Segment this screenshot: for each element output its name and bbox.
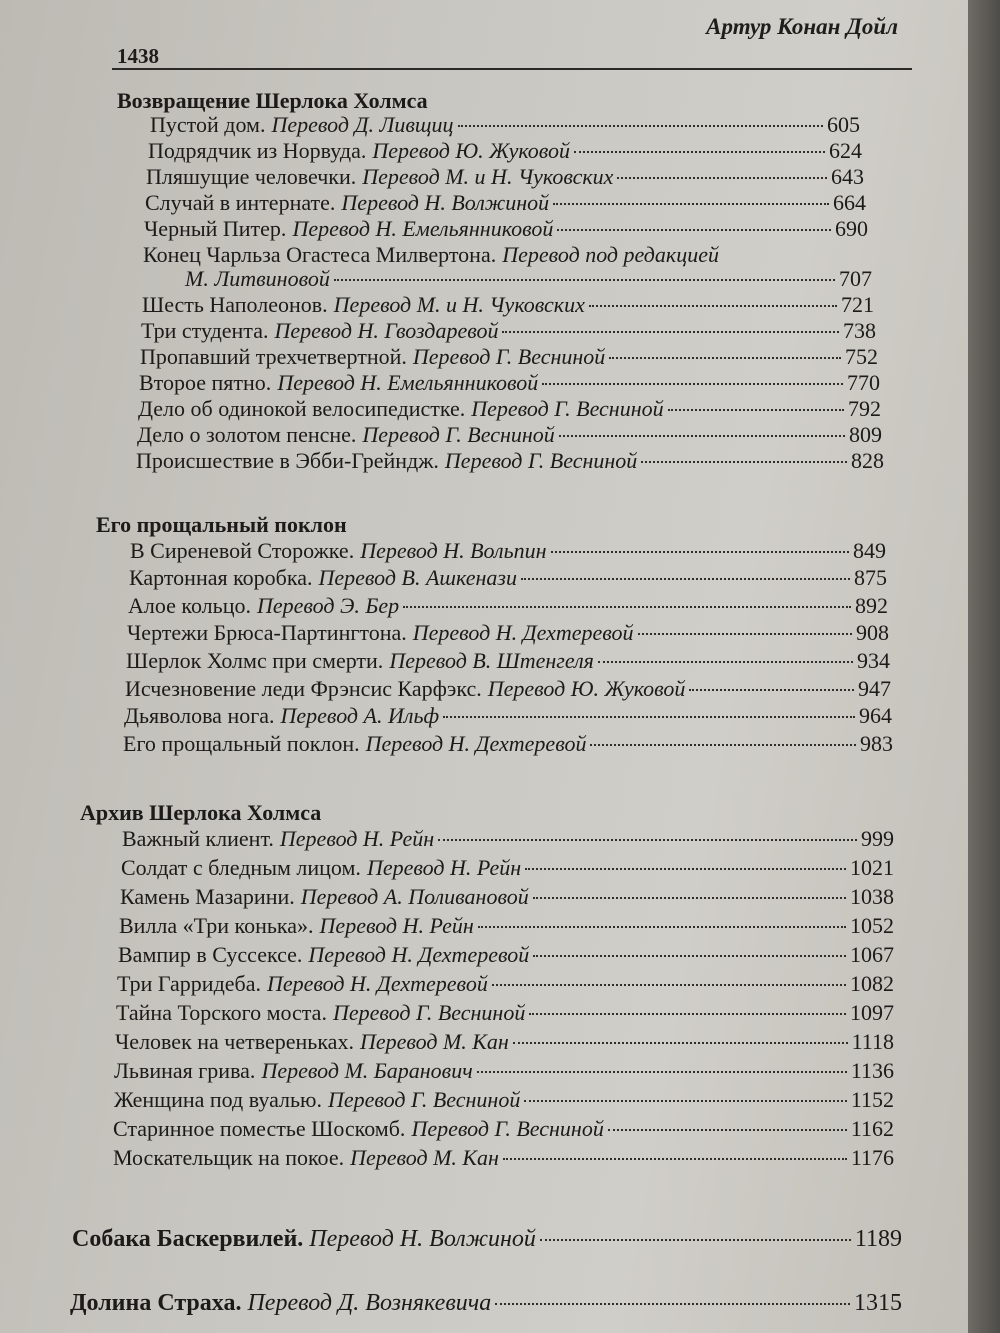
toc-entry (113, 1145, 894, 1175)
entry-translator: Перевод Г. Весниной (471, 396, 664, 421)
entry-title: Его прощальный поклон. (123, 731, 360, 756)
entry-title: Алое кольцо. (128, 593, 251, 618)
entry-title: Вилла «Три конька». (119, 913, 314, 938)
entry-page: 964 (859, 703, 892, 728)
toc-entry (119, 913, 894, 943)
toc-entry-standalone (72, 1226, 902, 1260)
entry-translator: Перевод А. Поливановой (300, 884, 529, 909)
entry-page: 1067 (850, 942, 894, 967)
toc-entry-standalone (70, 1290, 902, 1324)
dot-leader (540, 1239, 851, 1241)
toc-entry (129, 565, 887, 595)
entry-title: Шерлок Холмс при смерти. (126, 648, 384, 673)
entry-page: 1315 (854, 1290, 902, 1316)
dot-leader (641, 461, 847, 463)
toc-entry (117, 971, 894, 1001)
dot-leader (495, 1303, 850, 1305)
dot-leader (551, 551, 849, 553)
dot-leader (438, 839, 857, 841)
entry-translator: Перевод Н. Рейн (366, 855, 522, 880)
entry-translator: Перевод А. Ильф (280, 703, 440, 728)
dot-leader (443, 716, 855, 718)
section-heading: Его прощальный поклон (96, 512, 347, 537)
entry-page: 1162 (850, 1116, 894, 1141)
entry-page: 690 (835, 216, 868, 241)
entry-title: Три Гарридеба. (117, 971, 261, 996)
entry-title: Пляшущие человечки. (146, 164, 357, 189)
dot-leader (638, 633, 852, 635)
entry-title: Женщина под вуалью. (114, 1087, 322, 1112)
entry-page: 849 (853, 538, 886, 563)
dot-leader (689, 689, 854, 691)
dot-leader (513, 1042, 848, 1044)
toc-entry (123, 731, 893, 761)
entry-page: 752 (845, 344, 878, 369)
entry-title: Исчезновение леди Фрэнсис Карфэкс. (125, 676, 482, 701)
entry-title: Происшествие в Эбби-Грейндж. (136, 448, 439, 473)
entry-translator: Перевод В. Штенгеля (389, 648, 594, 673)
entry-page: 1118 (851, 1029, 894, 1054)
dot-leader (590, 744, 856, 746)
toc-entry (113, 1116, 894, 1146)
entry-title: Собака Баскервилей. (72, 1226, 304, 1252)
dot-leader (598, 661, 853, 663)
entry-translator: Перевод М. и Н. Чуковских (333, 292, 585, 317)
entry-page: 664 (833, 190, 866, 215)
entry-title: Конец Чарльза Огастеса Милвертона. (143, 242, 497, 267)
entry-title: Подрядчик из Норвуда. (148, 138, 367, 163)
entry-translator: Перевод М. Баранович (261, 1058, 473, 1083)
entry-page: 1176 (850, 1145, 894, 1170)
running-head (0, 0, 968, 80)
dot-leader (503, 1158, 847, 1160)
toc-entry (122, 826, 894, 856)
entry-title: Человек на четвереньках. (115, 1029, 354, 1054)
entry-translator: Перевод Ю. Жуковой (487, 676, 686, 701)
entry-page: 875 (854, 565, 887, 590)
entry-page: 983 (860, 731, 893, 756)
entry-page: 1021 (850, 855, 894, 880)
toc-entry (121, 855, 894, 885)
entry-translator: Перевод М. Кан (350, 1145, 499, 1170)
entry-translator: Перевод Д. Вознякевича (247, 1290, 492, 1316)
entry-page: 1136 (850, 1058, 894, 1083)
dot-leader (533, 897, 846, 899)
entry-title: Долина Страха. (70, 1290, 242, 1316)
entry-title: Вампир в Суссексе. (118, 942, 303, 967)
entry-translator: Перевод Н. Емельянниковой (277, 370, 539, 395)
entry-page: 1189 (854, 1226, 902, 1252)
header-rule (112, 68, 912, 70)
entry-title: Шесть Наполеонов. (142, 292, 328, 317)
entry-title: Важный клиент. (122, 826, 274, 851)
entry-translator: Перевод Д. Ливщиц (271, 112, 454, 137)
entry-page: 947 (858, 676, 891, 701)
entry-translator: Перевод Г. Весниной (362, 422, 555, 447)
entry-translator: Перевод Г. Весниной (327, 1087, 521, 1112)
entry-page: 809 (849, 422, 882, 447)
toc-entry (116, 1000, 894, 1030)
entry-translator: Перевод Н. Волжиной (309, 1226, 536, 1252)
entry-title: Черный Питер. (144, 216, 287, 241)
dot-leader (617, 177, 827, 179)
entry-translator: Перевод Н. Емельянниковой (292, 216, 554, 241)
entry-title: Дьяволова нога. (124, 703, 275, 728)
dot-leader (557, 229, 831, 231)
entry-translator: Перевод Н. Вольпин (360, 538, 547, 563)
entry-translator: Перевод Н. Дехтеревой (267, 971, 488, 996)
dot-leader (478, 926, 846, 928)
entry-title: Три студента. (141, 318, 269, 343)
entry-title: В Сиреневой Сторожке. (130, 538, 355, 563)
entry-title: Чертежи Брюса-Партингтона. (127, 620, 407, 645)
toc-entry (126, 648, 890, 678)
toc-entry (118, 942, 894, 972)
entry-title: Пропавший трехчетвертной. (140, 344, 407, 369)
toc-entry (130, 538, 886, 568)
entry-translator: Перевод М. и Н. Чуковских (362, 164, 614, 189)
entry-title: Дело о золотом пенсне. (137, 422, 357, 447)
toc-entry (128, 593, 888, 623)
entry-page: 999 (861, 826, 894, 851)
toc-entry (114, 1058, 894, 1088)
dot-leader (492, 984, 846, 986)
entry-title: Старинное поместье Шоскомб. (113, 1116, 406, 1141)
entry-title: Картонная коробка. (129, 565, 313, 590)
entry-page: 770 (847, 370, 880, 395)
entry-translator: Перевод Н. Рейн (319, 913, 474, 938)
entry-page: 643 (831, 164, 864, 189)
entry-translator: М. Литвиновой (185, 266, 330, 291)
entry-page: 828 (851, 448, 884, 473)
toc-entry (124, 703, 892, 733)
entry-page: 707 (839, 266, 872, 291)
entry-translator: Перевод Н. Гвоздаревой (274, 318, 499, 343)
dot-leader (502, 331, 839, 333)
dot-leader (477, 1071, 847, 1073)
entry-title: Тайна Торского моста. (116, 1000, 327, 1025)
entry-translator: Перевод Г. Весниной (332, 1000, 526, 1025)
entry-translator: Перевод Н. Волжиной (341, 190, 550, 215)
entry-translator: Перевод Н. Дехтеревой (412, 620, 634, 645)
dot-leader (533, 955, 846, 957)
dot-leader (609, 357, 841, 359)
entry-translator: Перевод Г. Весниной (412, 344, 606, 369)
entry-page: 721 (841, 292, 874, 317)
entry-page: 934 (857, 648, 890, 673)
dot-leader (589, 305, 837, 307)
section-heading: Архив Шерлока Холмса (80, 800, 322, 825)
dot-leader (521, 578, 850, 580)
entry-page: 738 (843, 318, 876, 343)
book-spine-shadow (968, 0, 1000, 1333)
entry-title: Дело об одинокой велосипедистке. (138, 396, 466, 421)
page-number: 1438 (117, 44, 159, 68)
toc-entry (127, 620, 889, 650)
author-name: Артур Конан Дойл (706, 14, 898, 39)
entry-page: 792 (848, 396, 881, 421)
entry-translator: Перевод В. Ашкенази (318, 565, 518, 590)
entry-translator: Перевод М. Кан (359, 1029, 509, 1054)
dot-leader (524, 1100, 846, 1102)
entry-page: 1082 (850, 971, 894, 996)
entry-title: Москательщик на покое. (113, 1145, 345, 1170)
entry-page: 605 (827, 112, 860, 137)
dot-leader (668, 409, 844, 411)
dot-leader (559, 435, 845, 437)
entry-page: 892 (855, 593, 888, 618)
dot-leader (525, 868, 846, 870)
entry-page: 1052 (850, 913, 894, 938)
entry-translator: Перевод Ю. Жуковой (372, 138, 571, 163)
entry-translator: Перевод Э. Бер (256, 593, 400, 618)
dot-leader (334, 279, 835, 281)
dot-leader (458, 125, 823, 127)
entry-translator: Перевод Г. Весниной (444, 448, 638, 473)
entry-translator: Перевод под редакцией (502, 242, 719, 267)
entry-title: Львиная грива. (114, 1058, 256, 1083)
dot-leader (608, 1129, 847, 1131)
entry-translator: Перевод Н. Дехтеревой (365, 731, 587, 756)
entry-translator: Перевод Н. Дехтеревой (308, 942, 530, 967)
entry-page: 624 (829, 138, 862, 163)
entry-page: 1038 (850, 884, 894, 909)
entry-translator: Перевод Г. Весниной (411, 1116, 604, 1141)
toc-entry (114, 1087, 894, 1117)
entry-title: Пустой дом. (150, 112, 266, 137)
section-heading: Возвращение Шерлока Холмса (117, 88, 428, 113)
dot-leader (574, 151, 825, 153)
dot-leader (553, 203, 829, 205)
dot-leader (403, 606, 851, 608)
entry-title: Солдат с бледным лицом. (121, 855, 361, 880)
toc-entry (136, 448, 884, 478)
toc-entry (115, 1029, 894, 1059)
dot-leader (529, 1013, 846, 1015)
entry-title: Второе пятно. (139, 370, 272, 395)
entry-page: 1097 (850, 1000, 894, 1025)
entry-translator: Перевод Н. Рейн (279, 826, 435, 851)
entry-title: Случай в интернате. (145, 190, 336, 215)
entry-page: 908 (856, 620, 889, 645)
toc-entry (125, 676, 891, 706)
dot-leader (542, 383, 843, 385)
entry-page: 1152 (850, 1087, 894, 1112)
entry-title: Камень Мазарини. (120, 884, 295, 909)
toc-entry (120, 884, 894, 914)
